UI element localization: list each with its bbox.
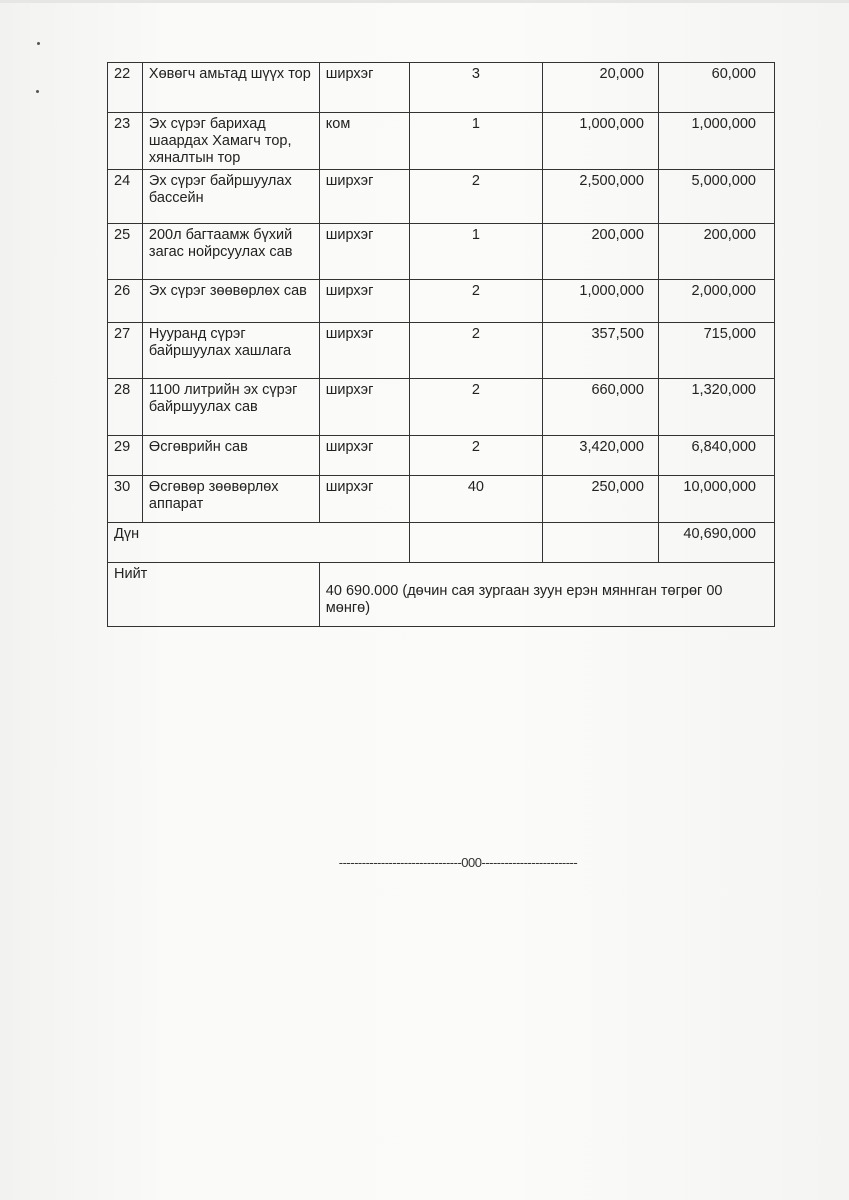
item-quantity: 1	[409, 224, 542, 280]
item-quantity: 2	[409, 379, 542, 436]
item-quantity: 1	[409, 113, 542, 170]
item-name: Эх сүрэг байршуулах бассейн	[142, 170, 319, 224]
item-unit: ширхэг	[319, 63, 409, 113]
item-name: Нууранд сүрэг байршуулах хашлага	[142, 323, 319, 379]
item-unit-price: 2,500,000	[542, 170, 658, 224]
row-number: 28	[108, 379, 143, 436]
table-row	[108, 170, 775, 224]
item-name: Хөвөгч амьтад шүүх тор	[142, 63, 319, 113]
item-quantity: 3	[409, 63, 542, 113]
item-quantity: 2	[409, 170, 542, 224]
item-total: 1,320,000	[658, 379, 774, 436]
item-name: Эх сүрэг зөөвөрлөх сав	[142, 280, 319, 323]
item-unit-price: 250,000	[542, 476, 658, 523]
table-row	[108, 476, 775, 523]
item-quantity: 40	[409, 476, 542, 523]
item-total: 1,000,000	[658, 113, 774, 170]
item-unit: ком	[319, 113, 409, 170]
item-name: Эх сүрэг барихад шаардах Хамагч тор, хяналтын тор	[142, 113, 319, 170]
item-unit-price: 1,000,000	[542, 280, 658, 323]
item-unit-price: 20,000	[542, 63, 658, 113]
item-total: 5,000,000	[658, 170, 774, 224]
end-divider: --------------------------------000-------------------------	[338, 855, 578, 870]
row-number: 27	[108, 323, 143, 379]
item-unit: ширхэг	[319, 323, 409, 379]
item-name: Өсгөврийн сав	[142, 436, 319, 476]
subtotal-row	[108, 523, 775, 563]
table-row	[108, 63, 775, 113]
item-unit: ширхэг	[319, 476, 409, 523]
items-table-body	[108, 63, 775, 523]
item-total: 200,000	[658, 224, 774, 280]
item-unit: ширхэг	[319, 436, 409, 476]
item-unit: ширхэг	[319, 224, 409, 280]
table-row	[108, 379, 775, 436]
grand-total-text: 40 690.000 (дөчин сая зургаан зуун ерэн мяннган төгрөг 00 мөнгө)	[319, 563, 774, 627]
item-quantity: 2	[409, 436, 542, 476]
item-name: Өсгөвөр зөөвөрлөх аппарат	[142, 476, 319, 523]
item-unit-price: 357,500	[542, 323, 658, 379]
subtotal-empty-qty	[409, 523, 542, 563]
row-number: 23	[108, 113, 143, 170]
item-name: 1100 литрийн эх сүрэг байршуулах сав	[142, 379, 319, 436]
table-row	[108, 323, 775, 379]
item-total: 60,000	[658, 63, 774, 113]
table-row	[108, 224, 775, 280]
page-edge	[0, 0, 849, 3]
item-unit-price: 3,420,000	[542, 436, 658, 476]
item-total: 2,000,000	[658, 280, 774, 323]
grand-total-row	[108, 563, 775, 627]
subtotal-empty-price	[542, 523, 658, 563]
item-unit: ширхэг	[319, 379, 409, 436]
table-row	[108, 280, 775, 323]
item-unit: ширхэг	[319, 170, 409, 224]
item-unit: ширхэг	[319, 280, 409, 323]
row-number: 29	[108, 436, 143, 476]
grand-total-label: Нийт	[108, 563, 320, 627]
row-number: 22	[108, 63, 143, 113]
row-number: 30	[108, 476, 143, 523]
table-row	[108, 436, 775, 476]
item-total: 715,000	[658, 323, 774, 379]
item-unit-price: 660,000	[542, 379, 658, 436]
scan-speck	[36, 90, 39, 93]
subtotal-value: 40,690,000	[658, 523, 774, 563]
item-total: 10,000,000	[658, 476, 774, 523]
item-unit-price: 200,000	[542, 224, 658, 280]
scan-speck	[37, 42, 40, 45]
item-quantity: 2	[409, 280, 542, 323]
item-total: 6,840,000	[658, 436, 774, 476]
row-number: 26	[108, 280, 143, 323]
item-unit-price: 1,000,000	[542, 113, 658, 170]
row-number: 24	[108, 170, 143, 224]
item-name: 200л багтаамж бүхий загас нойрсуулах сав	[142, 224, 319, 280]
item-quantity: 2	[409, 323, 542, 379]
subtotal-label: Дүн	[108, 523, 410, 563]
table-row	[108, 113, 775, 170]
row-number: 25	[108, 224, 143, 280]
items-table	[107, 62, 775, 627]
